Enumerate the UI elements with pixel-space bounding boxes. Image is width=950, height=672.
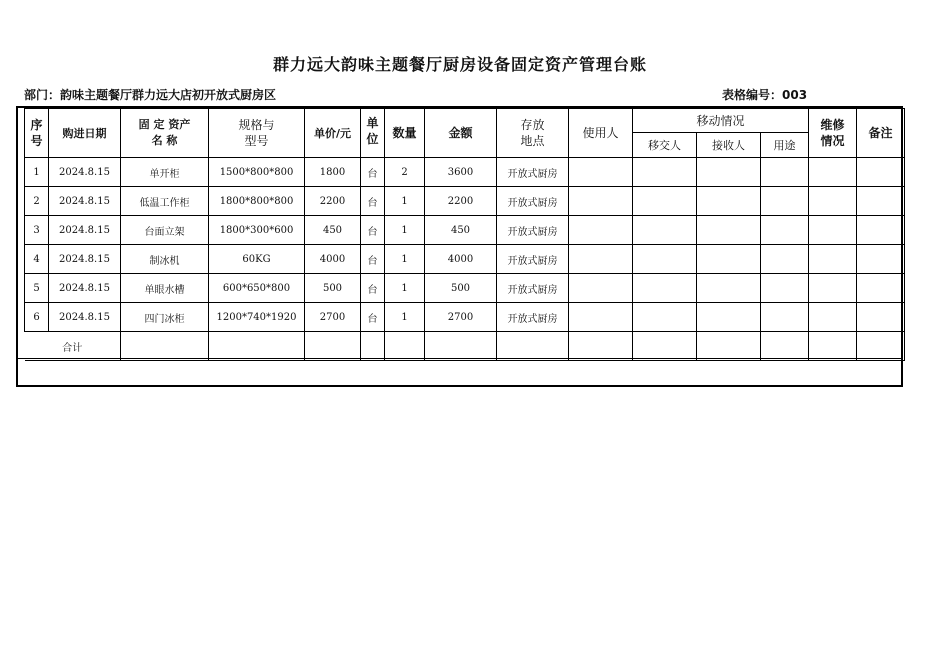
total-cell — [305, 332, 361, 361]
cell-amount: 4000 — [425, 245, 497, 274]
cell-amount: 3600 — [425, 158, 497, 187]
cell-seq: 5 — [25, 274, 49, 303]
cell-amount: 450 — [425, 216, 497, 245]
cell-amount: 2200 — [425, 187, 497, 216]
header-spec-line2: 型号 — [244, 134, 269, 148]
header-user: 使用人 — [569, 109, 633, 158]
header-repair-line2: 情况 — [820, 134, 845, 148]
total-cell — [385, 332, 425, 361]
header-asset-name-line2: 名 称 — [151, 134, 178, 147]
cell-name: 低温工作柜 — [121, 187, 209, 216]
cell-seq: 3 — [25, 216, 49, 245]
total-cell — [857, 332, 905, 361]
table-row — [25, 245, 905, 274]
cell-spec: 1200*740*1920 — [209, 303, 305, 332]
cell-remarks — [857, 274, 905, 303]
cell-unit: 台 — [361, 274, 385, 303]
total-cell — [697, 332, 761, 361]
cell-mover — [633, 187, 697, 216]
cell-user — [569, 158, 633, 187]
cell-remarks — [857, 303, 905, 332]
header-seq-line1: 序 — [30, 118, 43, 132]
cell-qty: 1 — [385, 303, 425, 332]
cell-purpose — [761, 274, 809, 303]
table-row — [25, 216, 905, 245]
cell-date: 2024.8.15 — [49, 245, 121, 274]
header-unit-line1: 单 — [366, 116, 379, 130]
cell-date: 2024.8.15 — [49, 303, 121, 332]
header-row-1 — [25, 109, 905, 133]
cell-purpose — [761, 187, 809, 216]
total-cell — [569, 332, 633, 361]
cell-repair — [809, 216, 857, 245]
cell-unit: 台 — [361, 245, 385, 274]
cell-repair — [809, 303, 857, 332]
cell-user — [569, 274, 633, 303]
header-quantity: 数量 — [385, 109, 425, 158]
cell-receiver — [697, 274, 761, 303]
cell-seq: 6 — [25, 303, 49, 332]
header-unit-price: 单价/元 — [305, 109, 361, 158]
cell-repair — [809, 187, 857, 216]
table-row — [25, 158, 905, 187]
cell-qty: 2 — [385, 158, 425, 187]
header-repair-line1: 维修 — [820, 118, 845, 132]
cell-location: 开放式厨房 — [497, 245, 569, 274]
cell-user — [569, 216, 633, 245]
header-repair — [809, 109, 857, 158]
cell-receiver — [697, 187, 761, 216]
cell-seq: 2 — [25, 187, 49, 216]
header-seq-line2: 号 — [30, 134, 43, 148]
cell-name: 单眼水槽 — [121, 274, 209, 303]
cell-mover — [633, 158, 697, 187]
asset-ledger-table — [24, 108, 905, 361]
header-unit-line2: 位 — [366, 132, 379, 146]
cell-amount: 500 — [425, 274, 497, 303]
cell-mover — [633, 303, 697, 332]
cell-unit: 台 — [361, 187, 385, 216]
cell-location: 开放式厨房 — [497, 216, 569, 245]
cell-spec: 1800*300*600 — [209, 216, 305, 245]
table-row — [25, 303, 905, 332]
cell-name: 制冰机 — [121, 245, 209, 274]
total-cell — [361, 332, 385, 361]
page-title: 群力远大韵味主题餐厅厨房设备固定资产管理台账 — [272, 55, 647, 74]
cell-unit: 台 — [361, 158, 385, 187]
header-purpose: 用途 — [761, 133, 809, 158]
cell-mover — [633, 274, 697, 303]
total-row — [25, 332, 905, 361]
cell-remarks — [857, 216, 905, 245]
header-location-line1: 存放 — [520, 118, 545, 132]
cell-receiver — [697, 303, 761, 332]
cell-purpose — [761, 158, 809, 187]
header-unit — [361, 109, 385, 158]
cell-receiver — [697, 158, 761, 187]
cell-name: 四门冰柜 — [121, 303, 209, 332]
cell-qty: 1 — [385, 245, 425, 274]
cell-location: 开放式厨房 — [497, 303, 569, 332]
cell-purpose — [761, 216, 809, 245]
cell-spec: 600*650*800 — [209, 274, 305, 303]
header-location — [497, 109, 569, 158]
header-mover: 移交人 — [633, 133, 697, 158]
cell-price: 4000 — [305, 245, 361, 274]
total-cell — [425, 332, 497, 361]
cell-spec: 60KG — [209, 245, 305, 274]
total-cell — [497, 332, 569, 361]
header-movement: 移动情况 — [633, 109, 809, 133]
total-cell — [809, 332, 857, 361]
header-spec-line1: 规格与 — [238, 118, 275, 132]
cell-location: 开放式厨房 — [497, 158, 569, 187]
cell-seq: 4 — [25, 245, 49, 274]
form-number: 表格编号：003 — [722, 88, 808, 102]
header-amount: 金额 — [425, 109, 497, 158]
cell-repair — [809, 274, 857, 303]
cell-spec: 1800*800*800 — [209, 187, 305, 216]
cell-repair — [809, 158, 857, 187]
cell-mover — [633, 245, 697, 274]
cell-repair — [809, 245, 857, 274]
cell-user — [569, 187, 633, 216]
total-cell — [121, 332, 209, 361]
cell-remarks — [857, 187, 905, 216]
header-receiver: 接收人 — [697, 133, 761, 158]
total-cell — [209, 332, 305, 361]
cell-qty: 1 — [385, 274, 425, 303]
table-bottom-divider — [16, 358, 903, 359]
header-location-line2: 地点 — [520, 134, 545, 148]
department-label: 部门：韵味主题餐厅群力远大店初开放式厨房区 — [24, 88, 277, 102]
cell-receiver — [697, 245, 761, 274]
cell-date: 2024.8.15 — [49, 158, 121, 187]
cell-user — [569, 245, 633, 274]
cell-qty: 1 — [385, 187, 425, 216]
cell-spec: 1500*800*800 — [209, 158, 305, 187]
cell-qty: 1 — [385, 216, 425, 245]
cell-amount: 2700 — [425, 303, 497, 332]
header-asset-name-line1: 固 定 资产 — [138, 118, 191, 131]
total-cell — [761, 332, 809, 361]
cell-location: 开放式厨房 — [497, 274, 569, 303]
cell-purpose — [761, 245, 809, 274]
table-row — [25, 274, 905, 303]
table-row — [25, 187, 905, 216]
header-seq — [25, 109, 49, 158]
cell-mover — [633, 216, 697, 245]
cell-seq: 1 — [25, 158, 49, 187]
header-spec — [209, 109, 305, 158]
cell-date: 2024.8.15 — [49, 274, 121, 303]
cell-price: 2700 — [305, 303, 361, 332]
cell-remarks — [857, 245, 905, 274]
total-label: 合计 — [25, 332, 121, 361]
cell-user — [569, 303, 633, 332]
cell-purpose — [761, 303, 809, 332]
cell-date: 2024.8.15 — [49, 187, 121, 216]
cell-location: 开放式厨房 — [497, 187, 569, 216]
header-purchase-date: 购进日期 — [49, 109, 121, 158]
cell-remarks — [857, 158, 905, 187]
cell-price: 1800 — [305, 158, 361, 187]
cell-price: 450 — [305, 216, 361, 245]
header-remarks: 备注 — [857, 109, 905, 158]
cell-price: 500 — [305, 274, 361, 303]
cell-unit: 台 — [361, 303, 385, 332]
header-asset-name — [121, 109, 209, 158]
cell-name: 台面立架 — [121, 216, 209, 245]
cell-name: 单开柜 — [121, 158, 209, 187]
cell-price: 2200 — [305, 187, 361, 216]
cell-receiver — [697, 216, 761, 245]
total-cell — [633, 332, 697, 361]
cell-unit: 台 — [361, 216, 385, 245]
cell-date: 2024.8.15 — [49, 216, 121, 245]
